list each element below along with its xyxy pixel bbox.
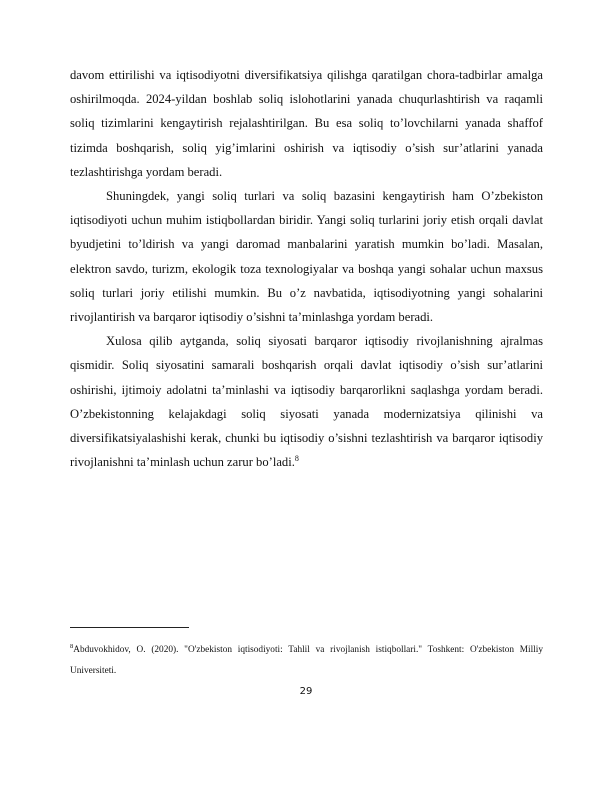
footnote-text: Abduvokhidov, O. (2020). "O'zbekiston iqtisodiyoti: Tahlil va rivojlanish istiqbollari." Toshkent: O'zbekiston Milliy Universiteti. xyxy=(70,645,543,676)
footnote-reference[interactable]: 8 xyxy=(294,454,299,464)
paragraph-new-tax-types: Shuningdek, yangi soliq turlari va soliq bazasini kengaytirish ham O’zbekiston iqtisodiyoti uchun muhim istiqbollardan biridir. Yangi soliq turlarini joriy etish orqali davlat byudjetini to’ldirish va yangi daromad manbalarini yaratish mumkin bo’ladi. Masalan, elektron savdo, turizm, ekologik toza texnologiyalar va boshqa yangi sohalar uchun maxsus soliq turlari joriy etilishi mumkin. Bu o’z navbatida, iqtisodiyotning yangi sohalarini rivojlantirish va barqaror iqtisodiy o’sishni ta’minlashga yordam beradi. xyxy=(70,189,543,325)
paragraph-conclusion-text: Xulosa qilib aytganda, soliq siyosati barqaror iqtisodiy rivojlanishning ajralmas qismidir. Soliq siyosatini samarali boshqarish orqali davlat iqtisodiy o’sish sur’atlarini oshirishi, ijtimoiy adolatni ta’minlashi va iqtisodiy barqarorlikni saqlashga yordam beradi. O’zbekistonning kelajakdagi soliq siyosati yanada modernizatsiya qilinishi va diversifikatsiyalashishi kerak, chunki bu iqtisodiy o’sishni tezlashtirish va barqaror iqtisodiy rivojlanishni ta’minlash uchun zarur bo’ladi. xyxy=(70,334,543,470)
footnote-separator xyxy=(70,627,189,628)
page-number: 29 xyxy=(299,686,313,697)
footnote xyxy=(70,640,543,682)
paragraph-continuation: davom ettirilishi va iqtisodiyotni diversifikatsiya qilishga qaratilgan chora-tadbirlar amalga oshirilmoqda. 2024-yildan boshlab soliq islohotlarini yanada chuqurlashtirish va raqamli soliq tizimlarini kengaytirish rejalashtirilgan. Bu esa soliq to’lovchilarni yanada shaffof tizimda boshqarish, soliq yig’imlarini oshirish va iqtisodiy o’sish sur’atlarini yanada tezlashtirishga yordam beradi. xyxy=(70,68,543,179)
document-body xyxy=(70,63,543,474)
footnote-marker: 8 xyxy=(70,643,74,650)
paragraph-conclusion xyxy=(70,329,543,474)
